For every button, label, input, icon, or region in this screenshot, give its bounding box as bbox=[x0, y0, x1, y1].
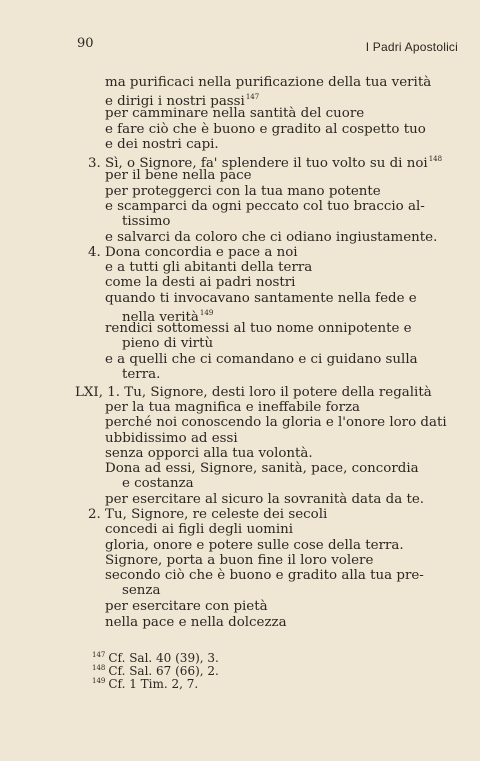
line-text: LXI, 1. Tu, Signore, desti loro il potere della regalità bbox=[75, 385, 432, 400]
text-line bbox=[105, 553, 373, 568]
text-line bbox=[105, 199, 425, 214]
page-number: 90 bbox=[77, 36, 94, 51]
text-line bbox=[105, 461, 419, 476]
line-text: per camminare nella santità del cuore bbox=[105, 106, 365, 121]
text-line bbox=[105, 291, 417, 306]
line-text: per esercitare al sicuro la sovranità data da te. bbox=[105, 492, 425, 507]
line-text: senza opporci alla tua volontà. bbox=[105, 446, 313, 461]
text-line bbox=[105, 122, 426, 137]
text-line bbox=[122, 367, 160, 382]
text-line bbox=[105, 538, 404, 553]
footnote-number: 147 bbox=[92, 651, 106, 659]
line-text: e costanza bbox=[122, 476, 194, 491]
footnote-text: Cf. 1 Tim. 2, 7. bbox=[108, 677, 199, 691]
footnote-marker: 149 bbox=[199, 309, 214, 317]
footnote-marker: 147 bbox=[245, 93, 260, 101]
text-line bbox=[122, 476, 194, 491]
footnote-text: Cf. Sal. 40 (39), 3. bbox=[108, 651, 219, 665]
line-text: Signore, porta a buon fine il loro volere bbox=[105, 553, 374, 568]
line-text: pieno di virtù bbox=[122, 336, 214, 351]
line-text: senza bbox=[122, 583, 161, 598]
line-text: nella pace e nella dolcezza bbox=[105, 615, 287, 630]
line-text: nella verità bbox=[122, 310, 199, 325]
footnote-number: 148 bbox=[92, 664, 106, 672]
text-line bbox=[105, 568, 424, 583]
line-text: gloria, onore e potere sulle cose della terra. bbox=[105, 538, 404, 553]
line-text: secondo ciò che è buono e gradito alla tua pre- bbox=[105, 568, 424, 583]
text-line bbox=[105, 522, 293, 537]
line-text: terra. bbox=[122, 367, 161, 382]
text-line bbox=[105, 260, 312, 275]
footnote bbox=[92, 651, 219, 665]
footnote-number: 149 bbox=[92, 677, 106, 685]
line-text: 3. Sì, o Signore, fa' splendere il tuo volto su di noi bbox=[88, 156, 428, 171]
footnote-marker: 148 bbox=[428, 155, 443, 163]
text-line bbox=[88, 507, 327, 522]
text-line bbox=[105, 431, 238, 446]
text-line bbox=[122, 583, 160, 598]
footnote-text: Cf. Sal. 67 (66), 2. bbox=[108, 664, 219, 678]
line-text: ma purificaci nella purificazione della tua verità bbox=[105, 75, 432, 90]
text-line bbox=[105, 230, 437, 245]
text-line bbox=[88, 245, 298, 260]
line-text: concedi ai figli degli uomini bbox=[105, 522, 294, 537]
line-text: e salvarci da coloro che ci odiano ingiustamente. bbox=[105, 230, 438, 245]
line-text: per esercitare con pietà bbox=[105, 599, 268, 614]
text-line bbox=[105, 492, 424, 507]
footnote bbox=[92, 677, 198, 691]
text-line bbox=[105, 137, 219, 152]
text-line bbox=[122, 214, 170, 229]
text-line bbox=[105, 321, 412, 336]
line-text: per proteggerci con la tua mano potente bbox=[105, 184, 381, 199]
text-line bbox=[105, 352, 418, 367]
text-line bbox=[105, 446, 313, 461]
line-text: e a tutti gli abitanti della terra bbox=[105, 260, 313, 275]
line-text: per il bene nella pace bbox=[105, 168, 252, 183]
text-line bbox=[122, 336, 213, 351]
text-line bbox=[75, 385, 432, 400]
text-line bbox=[105, 75, 431, 90]
line-text: rendici sottomessi al tuo nome onnipotente e bbox=[105, 321, 412, 336]
line-text: e dirigi i nostri passi bbox=[105, 94, 245, 109]
text-line bbox=[105, 168, 252, 183]
text-line bbox=[105, 275, 295, 290]
line-text: 2. Tu, Signore, re celeste dei secoli bbox=[88, 507, 328, 522]
footnote bbox=[92, 664, 219, 678]
line-text: ubbidissimo ad essi bbox=[105, 431, 238, 446]
line-text: 4. Dona concordia e pace a noi bbox=[88, 245, 298, 260]
running-title: I Padri Apostolici bbox=[365, 40, 458, 54]
text-line bbox=[105, 599, 268, 614]
line-text: quando ti invocavano santamente nella fede e bbox=[105, 291, 417, 306]
text-line bbox=[105, 106, 364, 121]
line-text: tissimo bbox=[122, 214, 171, 229]
line-text: e dei nostri capi. bbox=[105, 137, 219, 152]
line-text: perché noi conoscendo la gloria e l'onore loro dati bbox=[105, 415, 447, 430]
line-text: per la tua magnifica e ineffabile forza bbox=[105, 400, 361, 415]
line-text: e fare ciò che è buono e gradito al cospetto tuo bbox=[105, 122, 426, 137]
line-text: come la desti ai padri nostri bbox=[105, 275, 296, 290]
text-line bbox=[105, 615, 287, 630]
text-line bbox=[105, 400, 360, 415]
line-text: e a quelli che ci comandano e ci guidano sulla bbox=[105, 352, 418, 367]
line-text: e scamparci da ogni peccato col tuo braccio al- bbox=[105, 199, 425, 214]
line-text: Dona ad essi, Signore, sanità, pace, concordia bbox=[105, 461, 419, 476]
text-line bbox=[105, 184, 381, 199]
text-line bbox=[105, 415, 447, 430]
